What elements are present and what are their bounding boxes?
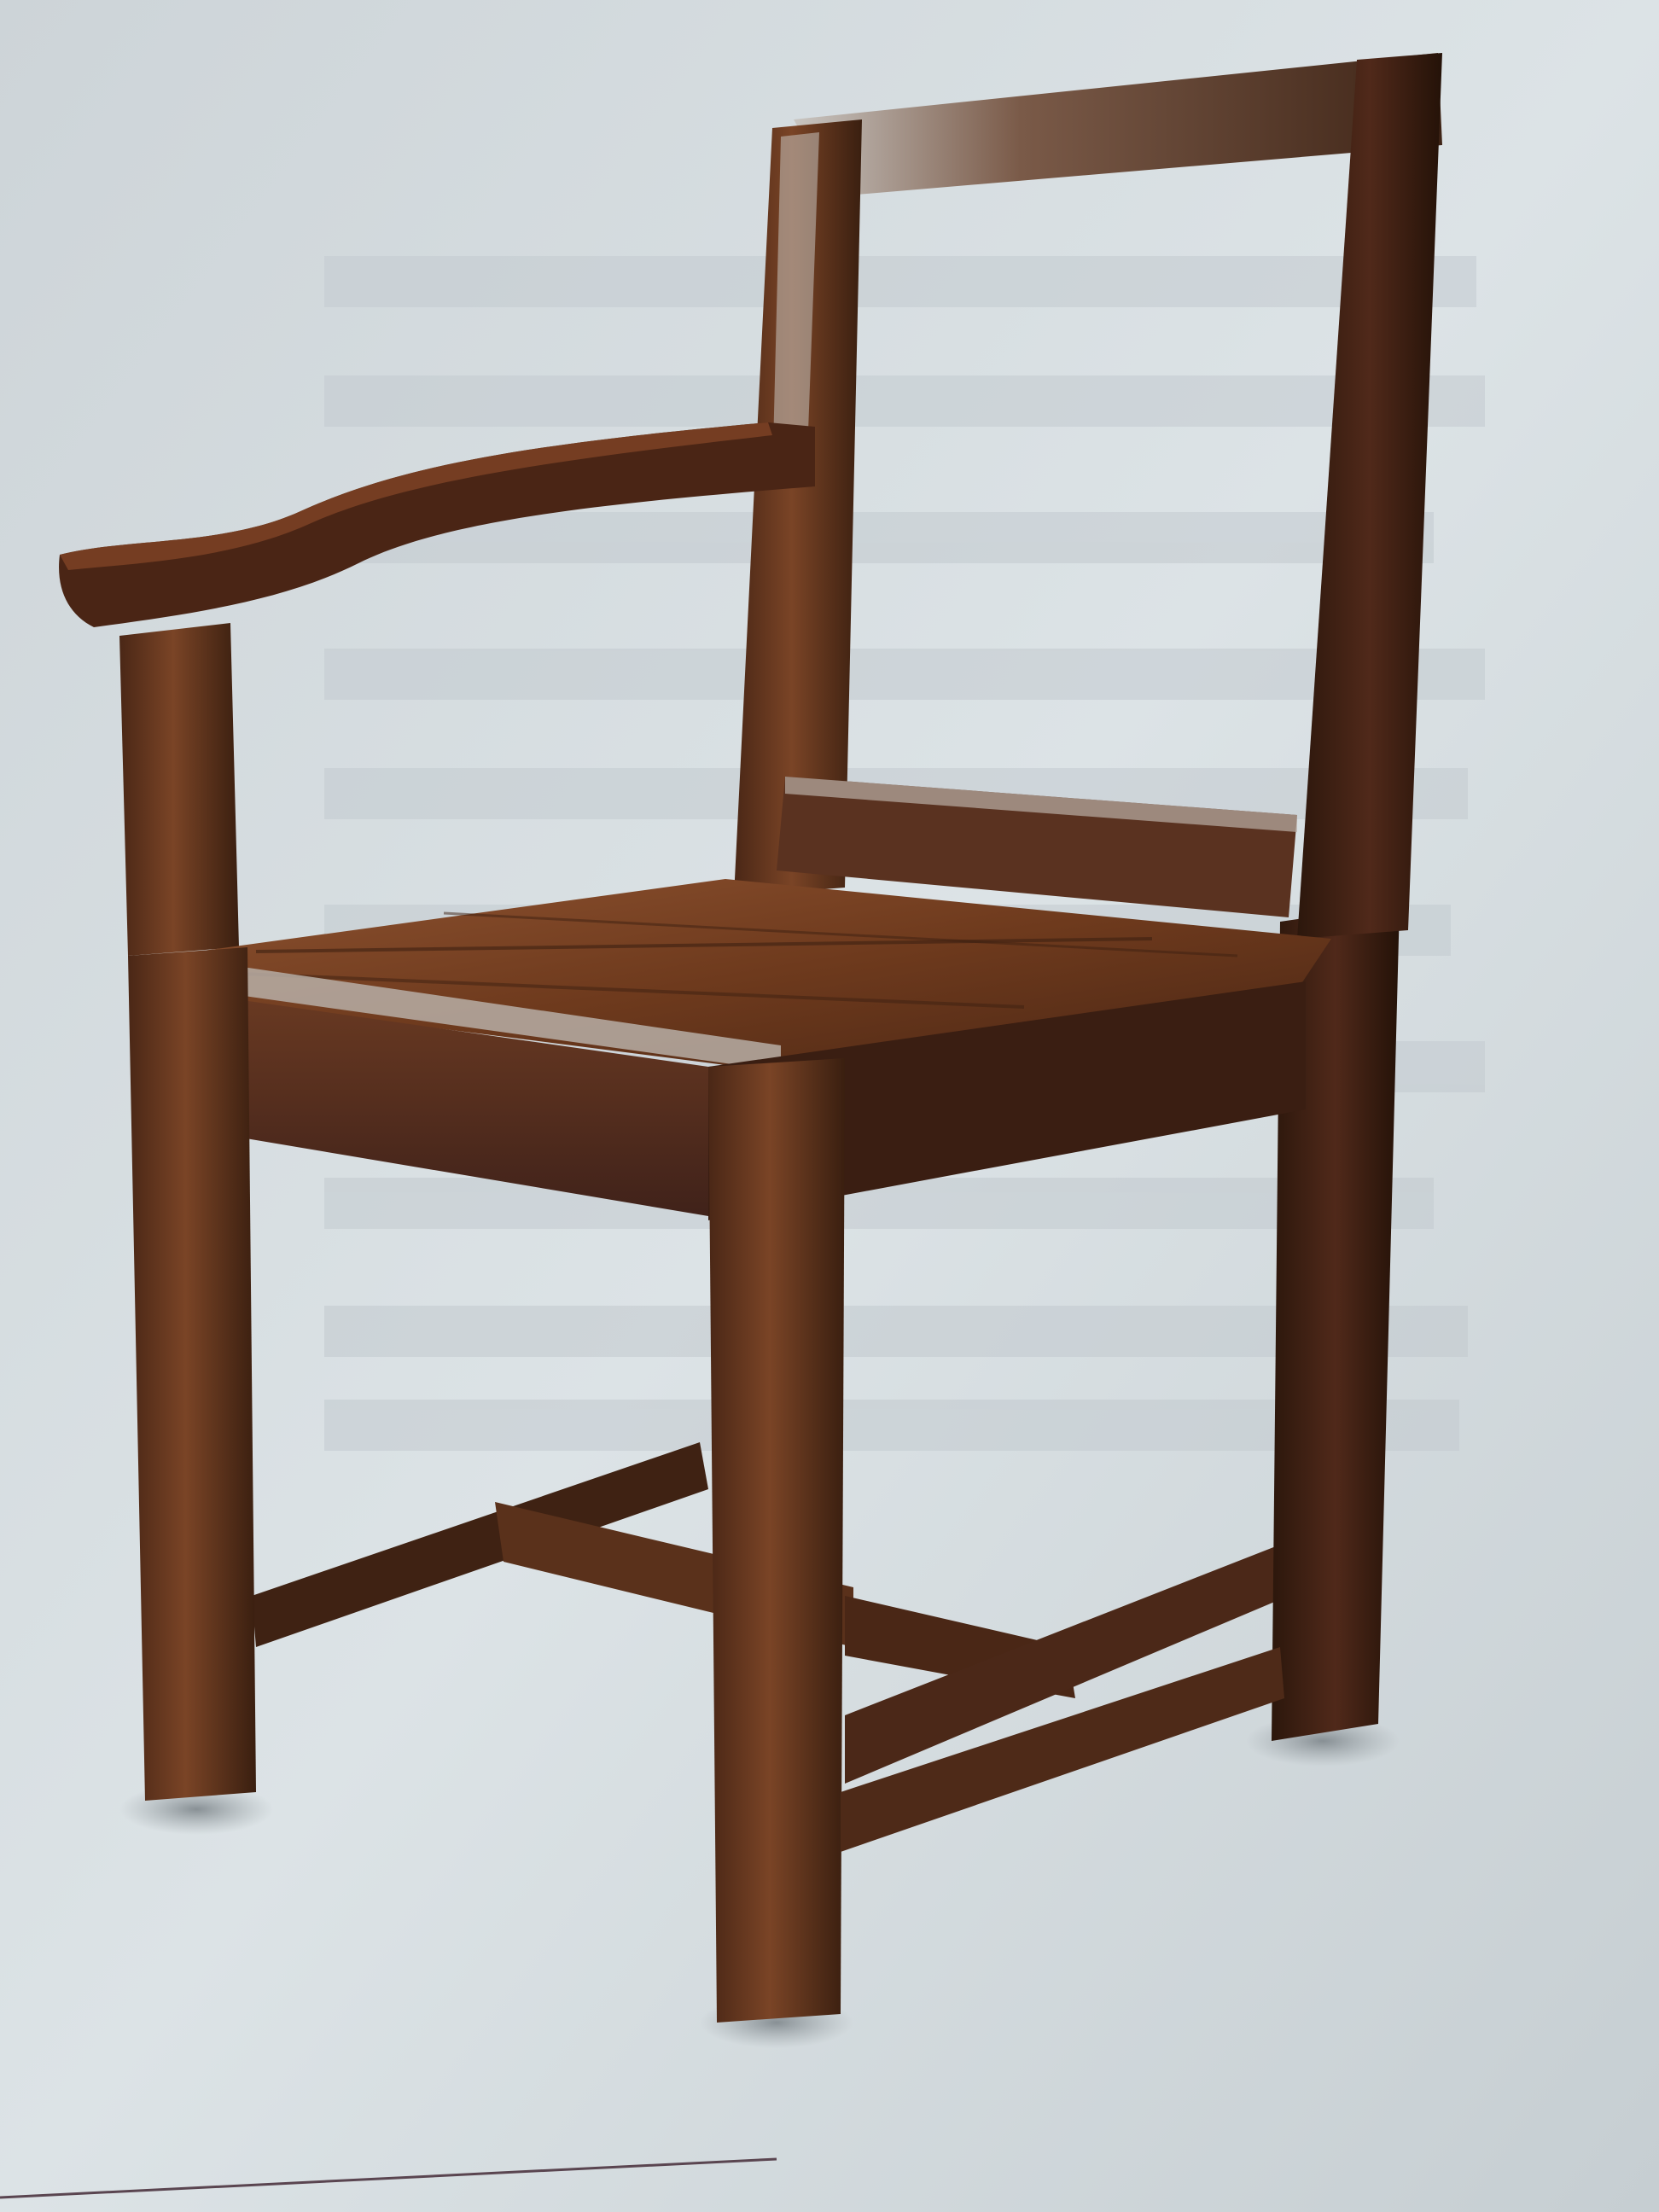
front-left-leg bbox=[128, 947, 256, 1801]
front-right-leg bbox=[708, 1058, 845, 2023]
